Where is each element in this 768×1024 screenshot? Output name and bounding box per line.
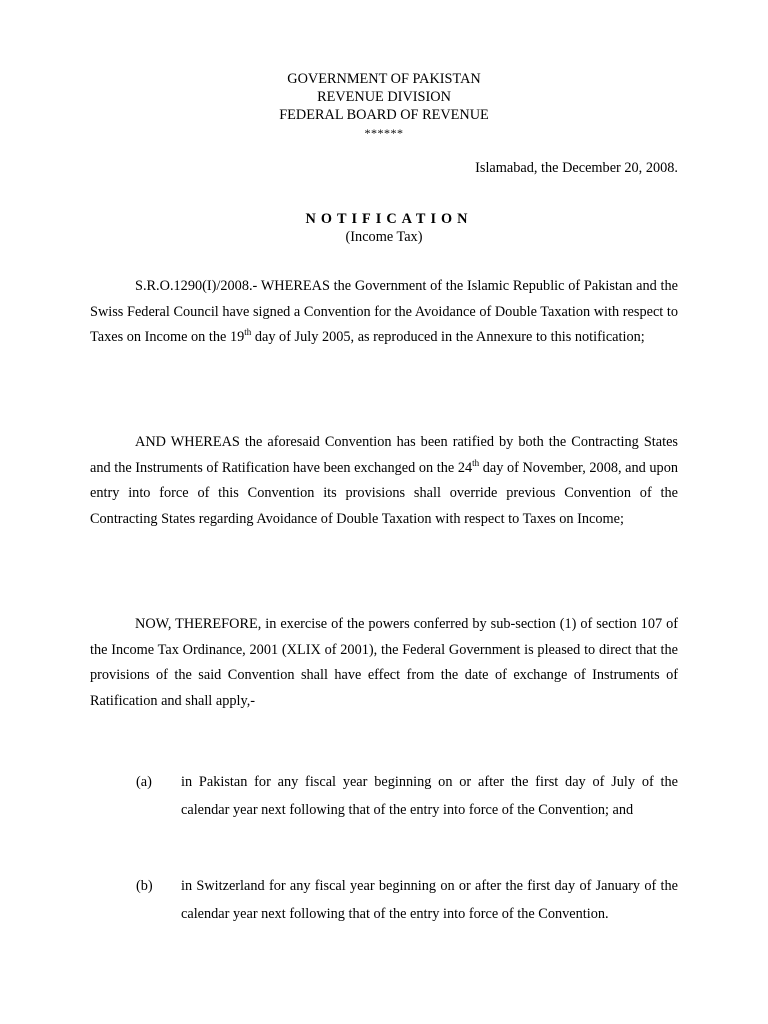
- notification-title: NOTIFICATION: [305, 211, 473, 227]
- list-item-b: [90, 872, 678, 928]
- paragraph1-text-end: day of July 2005, as reproduced in the Annexure to this notification;: [251, 329, 645, 346]
- list-item-marker: (a): [136, 774, 152, 790]
- header-board: FEDERAL BOARD OF REVENUE: [279, 107, 489, 123]
- paragraph-now-therefore: NOW, THEREFORE, in exercise of the powers conferred by sub-section (1) of section 107 of the Income Tax Ordinance, 2001 (XLIX of 2001), the Federal Government is pleased to direct that the provisions of the said Convention shall have effect from the date of exchange of Instruments of Ratification and shall apply,-: [90, 616, 678, 710]
- list-item-text: in Switzerland for any fiscal year beginning on or after the first day of January of the calendar year next following that of the entry into force of the Convention.: [181, 878, 678, 922]
- paragraph-whereas-ratified: [90, 430, 678, 533]
- list-item-marker: (b): [136, 878, 153, 894]
- paragraph2-superscript: th: [472, 457, 480, 468]
- header-government: GOVERNMENT OF PAKISTAN: [287, 71, 481, 87]
- header-division: REVENUE DIVISION: [317, 89, 451, 105]
- paragraph1-text-start: S.R.O.1290(I)/2008.- WHEREAS the Government of the Islamic Republic of Pakistan and the Swiss Federal Council have signed a Convention for the Avoidance of Double Taxation with respect to Taxes on Income on the 19: [90, 278, 678, 346]
- paragraph2-text-start: AND WHEREAS the aforesaid Convention has been ratified by both the Contracting States and the Instruments of Ratification have been exchanged on the 24: [90, 434, 678, 476]
- paragraph1-superscript: th: [244, 327, 252, 338]
- paragraph2-text-end: day of November, 2008, and upon entry into force of this Convention its provisions shall override previous Convention of the Contracting States regarding Avoidance of Double Taxation with respect to Taxes on Income;: [90, 459, 679, 528]
- paragraph-whereas-convention: [90, 274, 678, 351]
- notification-subtitle: (Income Tax): [345, 229, 423, 245]
- dateline: Islamabad, the December 20, 2008.: [475, 160, 678, 176]
- list-item-a: [90, 768, 678, 824]
- header-separator-stars: ******: [364, 126, 404, 140]
- list-item-text: in Pakistan for any fiscal year beginning on or after the first day of July of the calendar year next following that of the entry into force of the Convention; and: [181, 774, 678, 818]
